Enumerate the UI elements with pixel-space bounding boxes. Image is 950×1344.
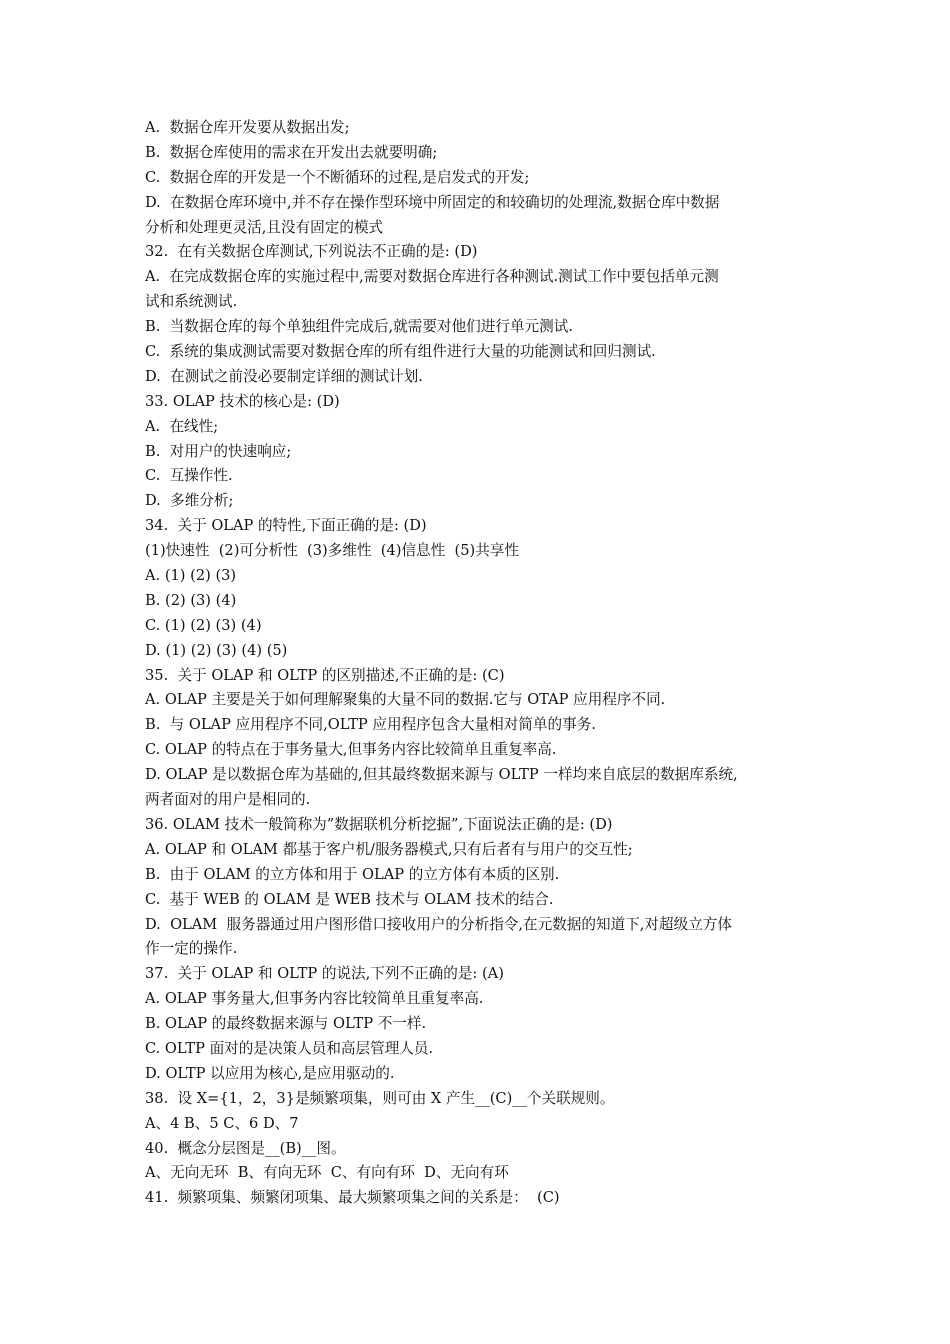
text-line: B. OLAP 的最终数据来源与 OLTP 不一样. xyxy=(145,1015,427,1033)
text-line: A. (1) (2) (3) xyxy=(145,567,237,585)
text-line: 分析和处理更灵活,且没有固定的模式 xyxy=(145,218,384,236)
text-line: A. 数据仓库开发要从数据出发; xyxy=(145,119,350,136)
text-line: 33. OLAP 技术的核心是: (D) xyxy=(145,392,340,410)
text-line: A. OLAP 和 OLAM 都基于客户机/服务器模式,只有后者有与用户的交互性; xyxy=(145,840,633,858)
text-line: 32. 在有关数据仓库测试,下列说法不正确的是: (D) xyxy=(145,243,478,261)
text-line: A、4 B、5 C、6 D、7 xyxy=(145,1114,299,1132)
text-line: C. (1) (2) (3) (4) xyxy=(145,616,262,634)
text-line: C. 互操作性. xyxy=(145,467,233,485)
text-line: B. 由于 OLAM 的立方体和用于 OLAP 的立方体有本质的区别. xyxy=(145,865,560,883)
text-line: B. 与 OLAP 应用程序不同,OLTP 应用程序包含大量相对简单的事务. xyxy=(145,716,596,734)
text-line: A. OLAP 事务量大,但事务内容比较简单且重复率高. xyxy=(145,990,484,1008)
text-line: 36. OLAM 技术一般简称为”数据联机分析挖掘”,下面说法正确的是: (D) xyxy=(145,815,613,833)
text-line: C. OLAP 的特点在于事务量大,但事务内容比较简单且重复率高. xyxy=(145,741,557,759)
text-line: 35. 关于 OLAP 和 OLTP 的区别描述,不正确的是: (C) xyxy=(145,666,505,684)
text-line: 41. 频繁项集、频繁闭项集、最大频繁项集之间的关系是： (C) xyxy=(145,1189,560,1207)
text-line: B. 对用户的快速响应; xyxy=(145,442,292,460)
text-line: D. 多维分析; xyxy=(145,492,234,510)
text-line: B. 当数据仓库的每个单独组件完成后,就需要对他们进行单元测试. xyxy=(145,318,573,336)
text-line: 38. 设 X={1，2，3}是频繁项集，则可由 X 产生__(C)__个关联规则。 xyxy=(145,1089,615,1107)
text-line: 34. 关于 OLAP 的特性,下面正确的是: (D) xyxy=(145,517,427,535)
text-line: B. 数据仓库使用的需求在开发出去就要明确; xyxy=(145,143,438,161)
text-line: 试和系统测试. xyxy=(145,293,238,311)
text-line: (1)快速性 (2)可分析性 (3)多维性 (4)信息性 (5)共享性 xyxy=(145,542,519,560)
text-line: C. 系统的集成测试需要对数据仓库的所有组件进行大量的功能测试和回归测试. xyxy=(145,343,656,361)
text-line: B. (2) (3) (4) xyxy=(145,591,237,609)
text-line: A、无向无环 B、有向无环 C、有向有环 D、无向有环 xyxy=(145,1164,509,1182)
text-line: 37. 关于 OLAP 和 OLTP 的说法,下列不正确的是: (A) xyxy=(145,965,504,983)
text-line: 40. 概念分层图是__(B)__图。 xyxy=(145,1139,346,1157)
text-line: D. 在测试之前没必要制定详细的测试计划. xyxy=(145,367,423,385)
text-line: A. 在线性; xyxy=(145,417,219,435)
text-line: D. (1) (2) (3) (4) (5) xyxy=(145,641,288,659)
text-line: 作一定的操作. xyxy=(145,940,238,958)
text-line: D. OLAP 是以数据仓库为基础的,但其最终数据来源与 OLTP 一样均来自底层的数据库系统, xyxy=(145,766,738,784)
text-line: D. OLTP 以应用为核心,是应用驱动的. xyxy=(145,1064,395,1082)
text-line: A. 在完成数据仓库的实施过程中,需要对数据仓库进行各种测试.测试工作中要包括单元测 xyxy=(145,268,719,286)
text-line: C. 数据仓库的开发是一个不断循环的过程,是启发式的开发; xyxy=(145,168,530,186)
text-line: 两者面对的用户是相同的. xyxy=(145,791,311,809)
text-line: C. 基于 WEB 的 OLAM 是 WEB 技术与 OLAM 技术的结合. xyxy=(145,890,554,908)
document-page xyxy=(145,116,810,1211)
text-line: C. OLTP 面对的是决策人员和高层管理人员. xyxy=(145,1039,434,1057)
text-line: A. OLAP 主要是关于如何理解聚集的大量不同的数据.它与 OTAP 应用程序不同. xyxy=(145,691,666,709)
text-line: D. 在数据仓库环境中,并不存在操作型环境中所固定的和较确切的处理流,数据仓库中数据 xyxy=(145,193,720,211)
text-line: D. OLAM 服务器通过用户图形借口接收用户的分析指令,在元数据的知道下,对超级立方体 xyxy=(145,915,732,933)
